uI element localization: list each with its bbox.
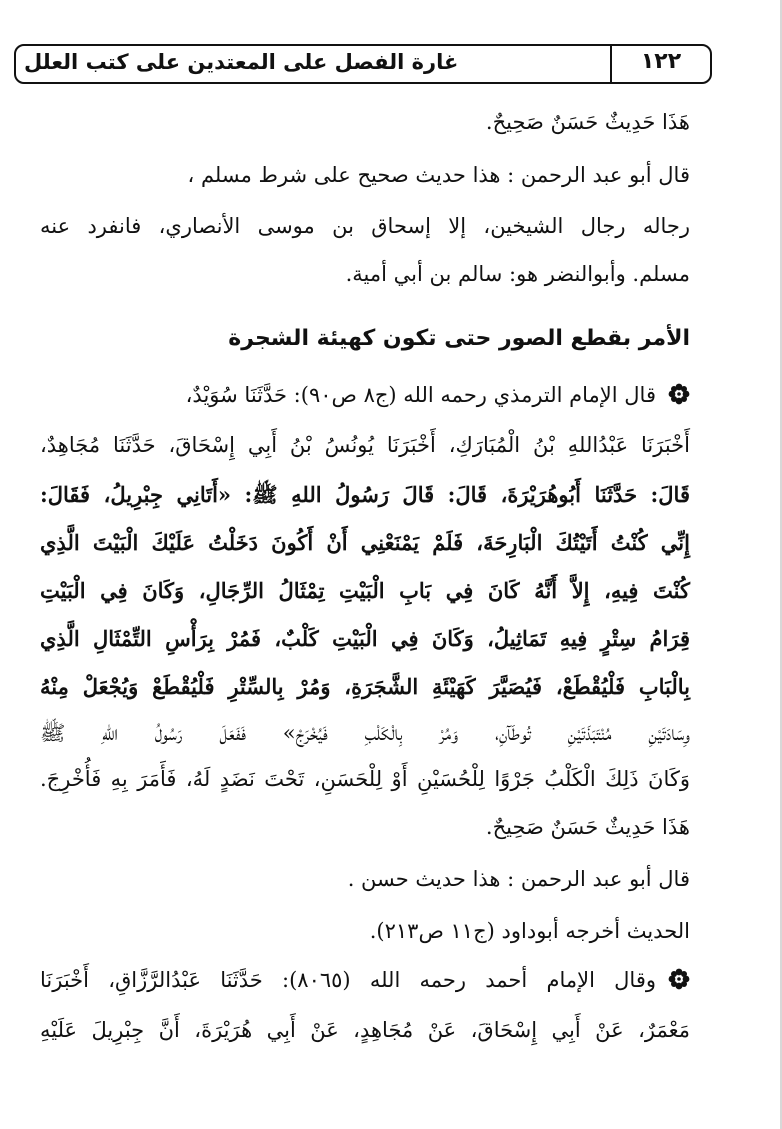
text-line: رجاله رجال الشيخين، إلا إسحاق بن موسى الأنصاري، فانفرد عنه bbox=[40, 214, 690, 238]
text-line: هَذَا حَدِيثٌ حَسَنٌ صَحِيحٌ. bbox=[485, 110, 690, 134]
text-line: وقال الإمام أحمد رحمه الله (٨٠٦٥): حَدَّثَنَا عَبْدُالرَّزَّاقِ، أَخْبَرَنَا bbox=[40, 968, 657, 992]
text-line: الحديث أخرجه أبوداود (ج١١ ص٢١٣). bbox=[369, 919, 690, 943]
text-line: بِالْبَابِ فَلْيُقْطَعْ، فَيُصَيَّرَ كَهَيْئَةِ الشَّجَرَةِ، وَمُرْ بِالسِّتْرِ فَلْيُقْطَعْ وَيُجْعَلْ مِنْهُ bbox=[40, 674, 690, 699]
running-header bbox=[14, 44, 710, 82]
text-line: قَالَ: حَدَّثَنَا أَبُوهُرَيْرَةَ، قَالَ: قَالَ رَسُولُ اللهِ ﷺ: «أَتَانِي جِبْرِيلُ، فَقَالَ: bbox=[40, 482, 690, 507]
flower-icon bbox=[668, 968, 690, 990]
text-line: قال أبو عبد الرحمن : هذا حديث صحيح على شرط مسلم ، bbox=[187, 163, 690, 187]
text-line: إِنِّي كُنْتُ أَتَيْتُكَ الْبَارِحَةَ، فَلَمْ يَمْنَعْنِي أَنْ أَكُونَ دَخَلْتُ عَلَيْكَ الْبَيْتَ الَّذِي bbox=[40, 530, 690, 555]
text-line: وَكَانَ ذَلِكَ الْكَلْبُ جَرْوًا لِلْحُسَيْنِ أَوْ لِلْحَسَنِ، تَحْتَ نَضَدٍ لَهُ، فَأَمَرَ بِهِ فَأُخْرِجَ. bbox=[40, 767, 690, 791]
text-line: قال الإمام الترمذي رحمه الله (ج٨ ص٩٠): حَدَّثَنَا سُوَيْدٌ، bbox=[185, 383, 656, 407]
text-line: هَذَا حَدِيثٌ حَسَنٌ صَحِيحٌ. bbox=[485, 815, 690, 839]
text-line: كُنْتَ فِيهِ، إِلاَّ أَنَّهُ كَانَ فِي بَابِ الْبَيْتِ تِمْثَالُ الرِّجَالِ، وَكَانَ فِي الْبَيْتِ bbox=[40, 578, 690, 603]
page-number: ١٢٢ bbox=[640, 49, 682, 74]
text-line: قال أبو عبد الرحمن : هذا حديث حسن . bbox=[347, 867, 690, 891]
text-line: وِسَادَتَيْنِ مُنْتَبَذَتَيْنِ تُوطَآنِ، وَمُرْ بِالْكَلْبِ فَيُخْرَجْ» فَفَعَلَ رَسُولُ اللهِ ﷺ bbox=[40, 721, 690, 745]
text-line: قِرَامُ سِتْرٍ فِيهِ تَمَاثِيلُ، وَكَانَ فِي الْبَيْتِ كَلْبٌ، فَمُرْ بِرَأْسِ التِّمْثَالِ الَّذِي bbox=[40, 626, 690, 651]
header-divider bbox=[610, 44, 612, 82]
text-line: أَخْبَرَنَا عَبْدُاللهِ بْنُ الْمُبَارَكِ، أَخْبَرَنَا يُونُسُ بْنُ أَبِي إِسْحَاقَ، حَدَّثَنَا مُجَاهِدٌ، bbox=[40, 433, 690, 457]
text-line: مسلم. وأبوالنضر هو: سالم بن أبي أمية. bbox=[345, 262, 690, 286]
flower-icon bbox=[668, 383, 690, 405]
section-heading: الأمر بقطع الصور حتى تكون كهيئة الشجرة bbox=[228, 326, 690, 351]
text-line: مَعْمَرٌ، عَنْ أَبِي إِسْحَاقَ، عَنْ مُجَاهِدٍ، عَنْ أَبِي هُرَيْرَةَ، أَنَّ جِبْرِيلَ عَلَيْهِ bbox=[40, 1018, 690, 1042]
header-title: غارة الفصل على المعتدين على كتب العلل bbox=[24, 50, 459, 74]
